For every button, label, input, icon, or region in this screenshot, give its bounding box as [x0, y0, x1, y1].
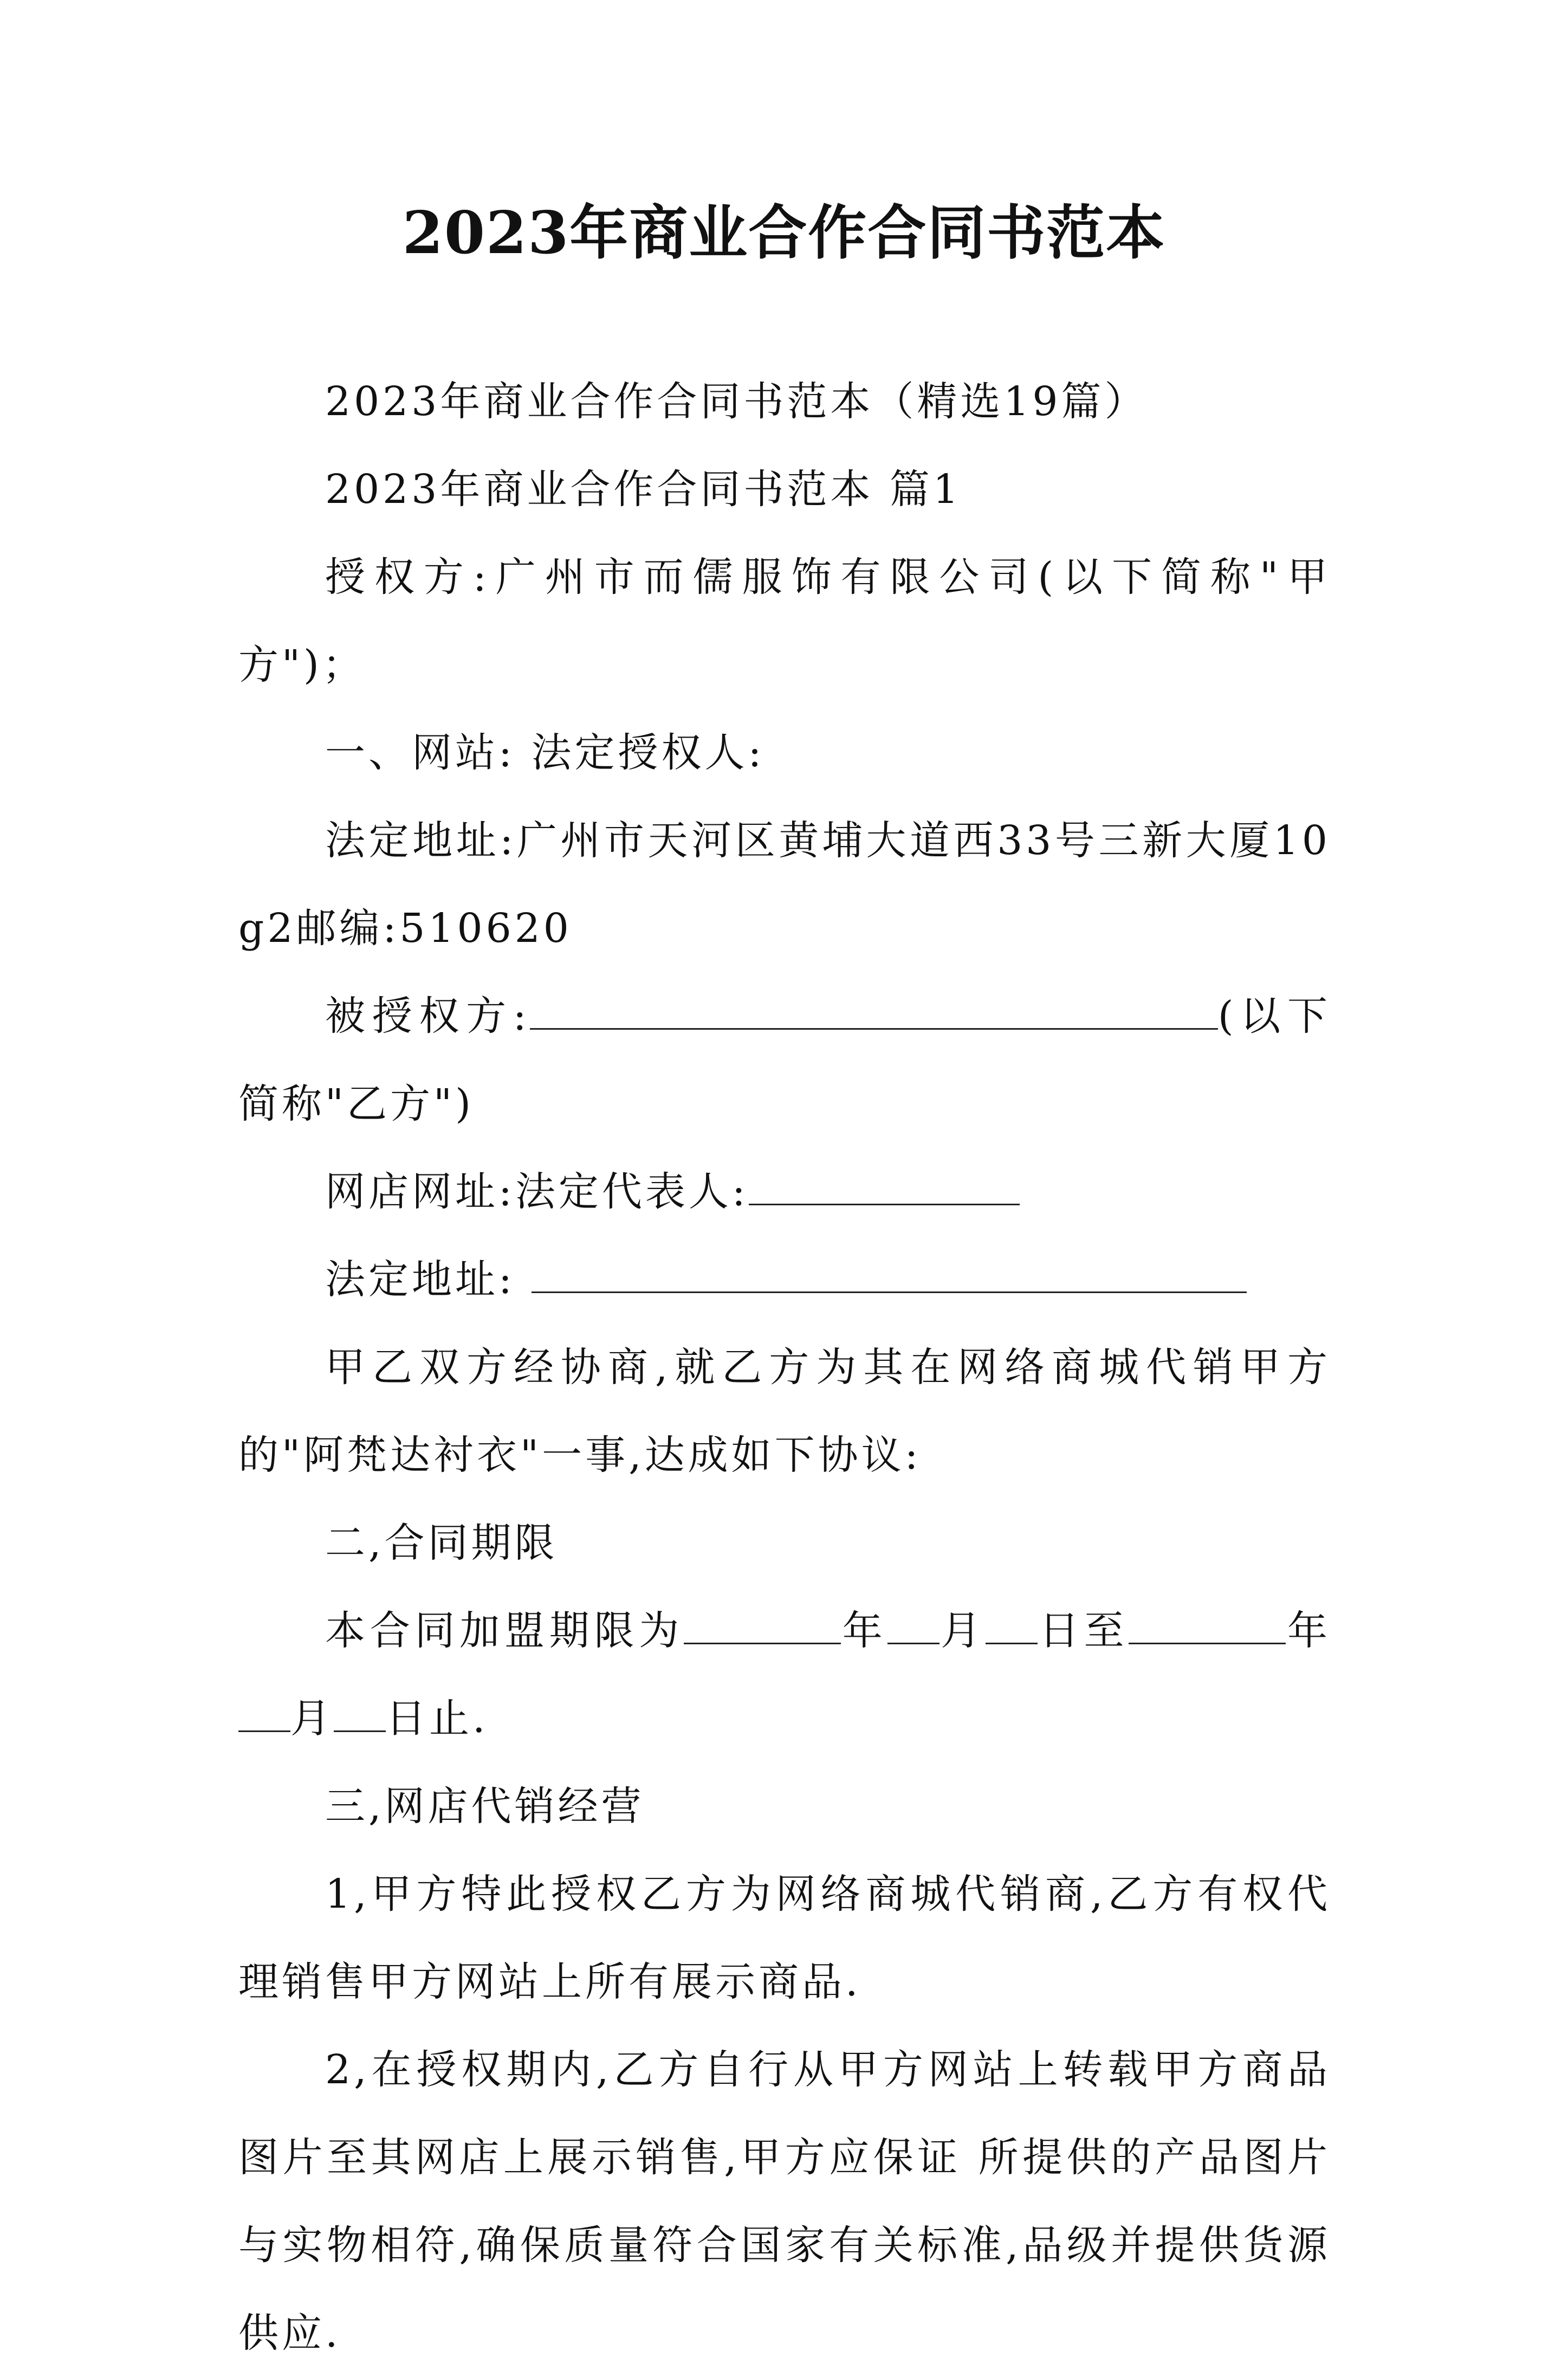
start-month-blank	[887, 1610, 939, 1644]
licensee-address-label: 法定地址:	[325, 1256, 515, 1303]
paragraph-article-heading: 2023年商业合作合同书范本 篇1	[325, 466, 962, 513]
section-heading-term: 二,合同期限	[325, 1520, 558, 1566]
paragraph-licensee-address	[238, 1236, 1331, 1323]
shop-url-label: 网店网址:法定代表人:	[325, 1168, 749, 1215]
licensee-label: 被授权方:	[325, 993, 530, 1039]
clause-1: 1,甲方特此授权乙方为网络商城代销商,乙方有权代理销售甲方网站上所有展示商品.	[238, 1871, 1331, 2005]
paragraph-licensee	[238, 972, 1331, 1148]
paragraph-shop-url	[238, 1148, 1331, 1236]
document-body	[238, 358, 1331, 2377]
start-year-unit: 年	[841, 1607, 887, 1654]
representative-blank-line	[749, 1171, 1020, 1205]
end-day-blank	[334, 1698, 386, 1732]
term-intro-text: 本合同加盟期限为	[325, 1607, 684, 1654]
paragraph-website-representative: 一、网站: 法定授权人:	[325, 729, 765, 776]
paragraph-collection-heading: 2023年商业合作合同书范本（精选19篇）	[325, 378, 1148, 425]
section-heading-operation: 三,网店代销经营	[325, 1783, 645, 1830]
end-day-unit: 日止.	[386, 1695, 489, 1742]
start-month-unit: 月	[939, 1607, 986, 1654]
paragraph-contract-term	[238, 1587, 1331, 1762]
start-day-unit: 日至	[1038, 1607, 1129, 1654]
end-year-blank	[1129, 1610, 1286, 1644]
address-blank-line	[532, 1259, 1247, 1293]
end-year-unit: 年	[1286, 1607, 1331, 1654]
end-month-unit: 月	[290, 1695, 334, 1742]
paragraph-agreement-intro: 甲乙双方经协商,就乙方为其在网络商城代销甲方的"阿梵达衬衣"一事,达成如下协议:	[238, 1344, 1331, 1478]
start-day-blank	[986, 1610, 1038, 1644]
end-month-blank	[238, 1698, 290, 1732]
paragraph-legal-address: 法定地址:广州市天河区黄埔大道西33号三新大厦10g2邮编:510620	[238, 817, 1331, 952]
paragraph-licensor: 授权方:广州市而儒服饰有限公司(以下简称"甲方")；	[238, 554, 1331, 688]
licensee-suffix: (以下简称"乙方")	[238, 993, 1331, 1127]
start-year-blank	[684, 1610, 841, 1644]
document-title: 2023年商业合作合同书范本	[402, 199, 1166, 267]
licensee-blank-line	[530, 996, 1218, 1030]
clause-2: 2,在授权期内,乙方自行从甲方网站上转载甲方商品图片至其网店上展示销售,甲方应保证 所提供的产品图片与实物相符,确保质量符合国家有关标准,品级并提供货源供应.	[238, 2046, 1331, 2356]
